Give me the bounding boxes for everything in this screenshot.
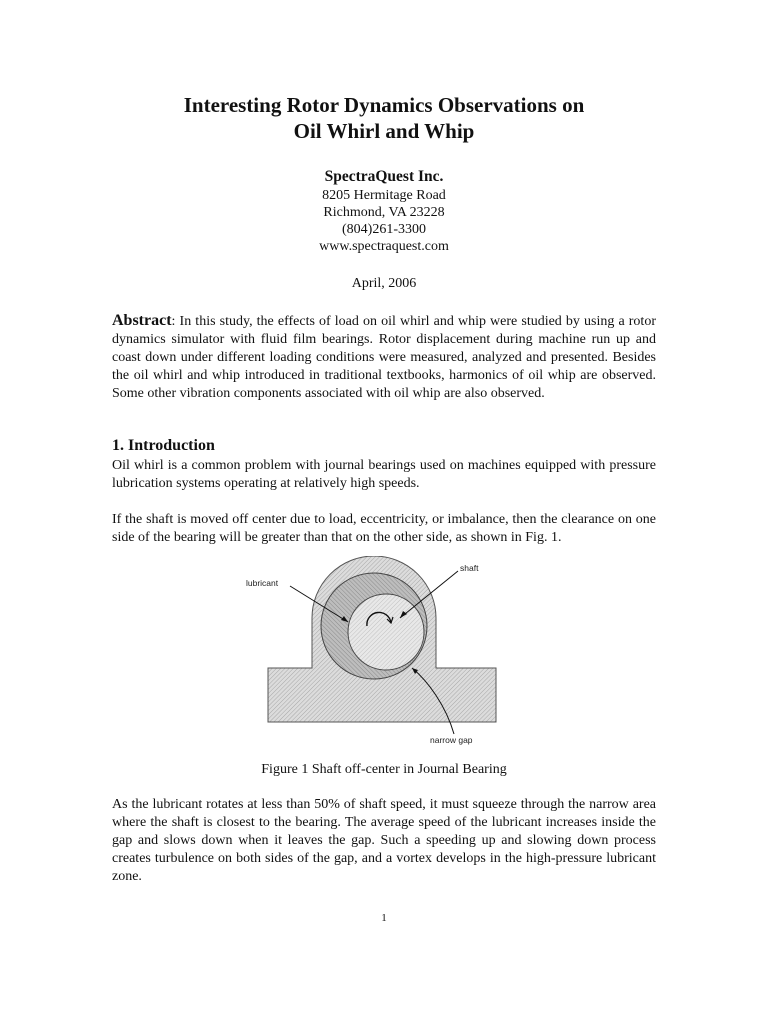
publication-date: April, 2006 (351, 276, 417, 291)
abstract-paragraph (112, 312, 656, 403)
address-city: Richmond, VA 23228 (323, 205, 445, 220)
abstract-text: : In this study, the effects of load on oil whirl and whip were studied by using a rotor dynamics simulator with fluid film bearings. Rotor displacement during machine run up and coast down under different loading conditions were measured, analyzed and presented. Besides the oil whirl and whip introduced in traditional textbooks, harmonics of oil whip are observed. Some other vibration components associated with oil whip are also observed. (112, 314, 656, 401)
figure-journal-bearing (240, 556, 530, 746)
author-organization: SpectraQuest Inc. (324, 168, 444, 185)
intro-paragraph-1: Oil whirl is a common problem with journal bearings used on machines equipped with pressure lubrication systems operating at relatively high speeds. (112, 458, 656, 491)
figure-label-shaft: shaft (460, 563, 479, 573)
figure-label-lubricant: lubricant (246, 578, 279, 588)
address-website: www.spectraquest.com (319, 239, 449, 254)
intro-paragraph-3: As the lubricant rotates at less than 50% of shaft speed, it must squeeze through the narrow area where the shaft is closest to the bearing. The average speed of the lubricant increases inside the gap and slows down when it leaves the gap. Such a speeding up and slowing down process creates turbulence on both sides of the gap, and a vortex develops in the high-pressure lubricant zone. (112, 797, 656, 884)
figure-label-narrow-gap: narrow gap (430, 735, 473, 745)
abstract-label: Abstract (112, 312, 172, 329)
address-street: 8205 Hermitage Road (322, 188, 446, 203)
title-line-2: Oil Whirl and Whip (293, 119, 475, 143)
author-address (0, 187, 768, 255)
title-line-1: Interesting Rotor Dynamics Observations on (183, 93, 585, 117)
paper-title (0, 92, 768, 144)
figure-caption: Figure 1 Shaft off-center in Journal Bearing (261, 762, 507, 777)
address-phone: (804)261-3300 (342, 222, 426, 237)
section-heading-introduction: 1. Introduction (112, 437, 215, 454)
shaft-circle (348, 594, 424, 670)
intro-paragraph-2: If the shaft is moved off center due to load, eccentricity, or imbalance, then the clearance on one side of the bearing will be greater than that on the other side, as shown in Fig. 1. (112, 512, 656, 545)
page-number: 1 (381, 912, 387, 924)
